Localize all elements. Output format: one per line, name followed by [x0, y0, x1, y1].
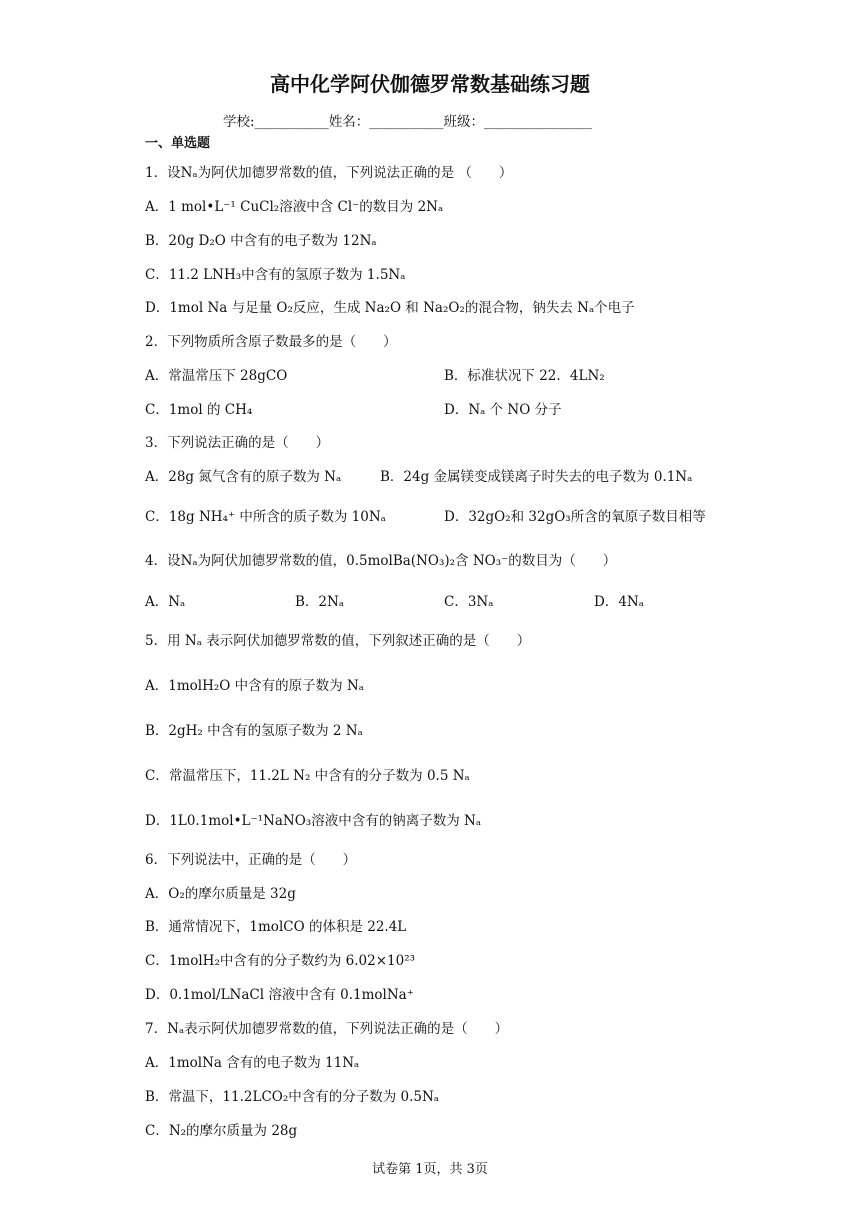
question-1-option-c: C．11.2 LNH₃中含有的氢原子数为 1.5Nₐ [145, 267, 406, 283]
question-1-option-d: D．1mol Na 与足量 O₂反应，生成 Na₂O 和 Na₂O₂的混合物，钠失去 Nₐ个电子 [145, 300, 635, 316]
question-3-option-a: A．28g 氮气含有的原子数为 Nₐ [145, 469, 342, 485]
question-4-stem: 4．设Nₐ为阿伏加德罗常数的值，0.5molBa(NO₃)₂含 NO₃⁻的数目为（ ） [145, 553, 617, 569]
question-7-option-c: C．N₂的摩尔质量为 28g [145, 1123, 298, 1139]
student-info-line: 学校:___________姓名：___________班级：________________ [223, 114, 593, 130]
question-1-stem: 1．设Nₐ为阿伏加德罗常数的值，下列说法正确的是 （ ） [145, 165, 513, 181]
question-7-option-b: B．常温下，11.2LCO₂中含有的分子数为 0.5Nₐ [145, 1089, 440, 1105]
page-title: 高中化学阿伏伽德罗常数基础练习题 [270, 72, 590, 96]
question-2-option-b: B．标准状况下 22．4LN₂ [444, 368, 605, 384]
question-5-option-d: D．1L0.1mol•L⁻¹NaNO₃溶液中含有的钠离子数为 Nₐ [145, 813, 482, 829]
question-3-option-c: C．18g NH₄⁺ 中所含的质子数为 10Nₐ [145, 509, 386, 525]
question-3-stem: 3．下列说法正确的是（ ） [145, 435, 330, 451]
question-3-option-b: B．24g 金属镁变成镁离子时失去的电子数为 0.1Nₐ [380, 469, 693, 485]
page-footer: 试卷第 1页，共 3页 [372, 1162, 488, 1177]
question-2-option-a: A．常温常压下 28gCO [145, 368, 288, 384]
question-1-option-b: B．20g D₂O 中含有的电子数为 12Nₐ [145, 233, 377, 249]
question-2-option-d: D．Nₐ 个 NO 分子 [444, 402, 562, 418]
question-5-option-b: B．2gH₂ 中含有的氢原子数为 2 Nₐ [145, 723, 363, 739]
question-2-stem: 2．下列物质所含原子数最多的是（ ） [145, 334, 397, 350]
question-6-option-a: A．O₂的摩尔质量是 32g [145, 886, 296, 902]
question-5-stem: 5．用 Nₐ 表示阿伏加德罗常数的值，下列叙述正确的是（ ） [145, 633, 531, 649]
question-6-option-c: C．1molH₂中含有的分子数约为 6.02×10²³ [145, 953, 416, 969]
question-6-stem: 6．下列说法中，正确的是（ ） [145, 852, 357, 868]
section-heading: 一、单选题 [145, 136, 211, 151]
question-4-option-d: D．4Nₐ [594, 594, 644, 610]
question-7-option-a: A．1molNa 含有的电子数为 11Nₐ [145, 1055, 360, 1071]
question-5-option-a: A．1molH₂O 中含有的原子数为 Nₐ [145, 678, 364, 694]
question-7-stem: 7．Nₐ表示阿伏加德罗常数的值，下列说法正确的是（ ） [145, 1021, 509, 1037]
question-3-option-d: D．32gO₂和 32gO₃所含的氧原子数目相等 [444, 509, 706, 525]
question-2-option-c: C．1mol 的 CH₄ [145, 402, 253, 418]
question-4-option-c: C．3Nₐ [444, 594, 494, 610]
question-6-option-d: D．0.1mol/LNaCl 溶液中含有 0.1molNa⁺ [145, 987, 414, 1003]
question-5-option-c: C．常温常压下，11.2L N₂ 中含有的分子数为 0.5 Nₐ [145, 768, 470, 784]
question-4-option-a: A．Nₐ [145, 594, 186, 610]
question-6-option-b: B．通常情况下，1molCO 的体积是 22.4L [145, 919, 407, 935]
question-4-option-b: B．2Nₐ [295, 594, 345, 610]
question-1-option-a: A．1 mol•L⁻¹ CuCl₂溶液中含 Cl⁻的数目为 2Nₐ [145, 199, 444, 215]
